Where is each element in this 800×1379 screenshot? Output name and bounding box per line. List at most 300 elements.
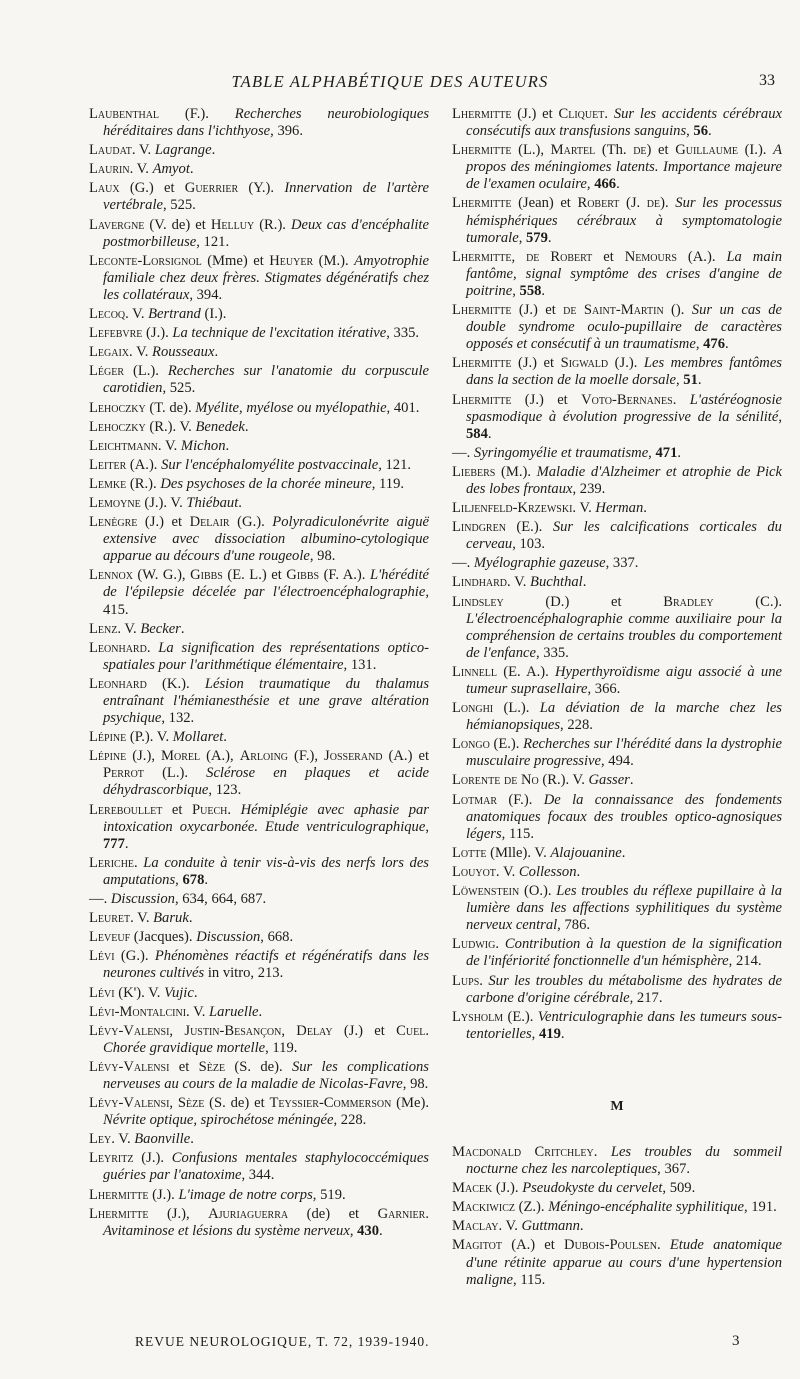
author-entry <box>452 845 782 862</box>
entry-segment: Léger <box>89 363 125 380</box>
left-column <box>89 106 429 1242</box>
entry-segment: Lecoq <box>89 306 126 323</box>
entry-segment: , 634, 664, 687. <box>174 891 267 908</box>
entry-segment: Lemoyne <box>89 494 141 511</box>
author-entry <box>452 142 782 193</box>
entry-segment: , 394. <box>189 286 223 303</box>
entry-segment: Leuret <box>89 910 131 927</box>
entry-segment: Névrite optique, spirochétose méningée <box>103 1112 334 1129</box>
entry-segment: Lorente de No <box>452 772 539 789</box>
entry-segment: Lhermitte <box>452 142 512 159</box>
author-entry <box>89 676 429 727</box>
entry-segment: , 123. <box>208 782 242 799</box>
entry-segment: . V. <box>129 161 153 178</box>
entry-segment: Lefebvre <box>89 325 143 342</box>
author-entry <box>89 802 429 853</box>
entry-segment: Sur un cas de double syndrome oculo-pupillaire de caractères opposés et consécutif à un traumatisme <box>466 302 783 353</box>
entry-segment: . <box>495 936 505 953</box>
entry-segment: De la connaissance des fondements anatomiques focaux des troubles optico-agnosiques légers <box>466 791 783 842</box>
entry-segment: (F.), <box>288 748 325 765</box>
entry-segment: (J.). <box>133 1150 172 1167</box>
entry-segment: 579 <box>526 229 548 246</box>
entry-segment: Lévi <box>89 984 115 1001</box>
entry-segment: , 337. <box>605 555 639 572</box>
entry-segment: Hyperthyroïdisme aigu associé à une tumeur suprasellaire <box>466 663 782 697</box>
entry-segment: . V. <box>507 574 531 591</box>
entry-segment: —. <box>89 891 111 908</box>
entry-segment: Lhermitte <box>452 391 512 408</box>
entry-segment: Lemke <box>89 475 127 492</box>
entry-segment: . <box>657 1237 670 1254</box>
entry-segment: Myélographie gazeuse <box>473 555 606 572</box>
entry-segment: L'électroencéphalographie comme auxiliaire pour la compréhension de certains troubles du comportement de l'enfance <box>466 610 782 661</box>
entry-segment: Les troubles du réflexe pupillaire à la lumière dans les affections syphilitiques du système nerveux central <box>466 883 783 934</box>
entry-segment: . <box>677 444 682 461</box>
author-entry <box>89 419 429 436</box>
entry-segment: Liljenfeld-Krzewski <box>452 500 573 517</box>
entry-segment: Baonville <box>134 1131 191 1148</box>
entry-segment: , 335. <box>535 644 569 661</box>
entry-segment: . <box>479 972 489 989</box>
entry-segment: , <box>175 871 183 888</box>
entry-segment: L'hérédité de l'épilepsie décelée par l'électroencéphalographie <box>103 567 429 601</box>
entry-segment: Lhermitte <box>452 355 512 372</box>
entry-segment: Lindsley <box>452 593 504 610</box>
entry-segment: , 228. <box>333 1112 367 1129</box>
entry-segment: Polyradiculonévrite aiguë extensive avec dissociation albumino-cytologique apparue au décours d'une rougeole <box>103 514 429 565</box>
entry-segment: 678 <box>182 871 205 888</box>
entry-segment: . <box>621 844 626 861</box>
entry-segment: (L.). <box>493 700 540 717</box>
author-entry <box>452 792 782 843</box>
entry-segment: Leyritz <box>89 1150 134 1167</box>
author-entry <box>89 855 429 889</box>
author-entry <box>89 1131 429 1148</box>
entry-segment: Ludwig <box>452 936 496 953</box>
entry-segment: . <box>582 574 587 591</box>
entry-segment: (E. A.). <box>497 663 555 680</box>
entry-segment: Sur l'encéphalomyélite postvaccinale <box>161 456 379 473</box>
author-entry <box>89 1095 429 1129</box>
entry-segment: Discussion <box>196 929 261 946</box>
entry-segment: , <box>531 1025 539 1042</box>
entry-segment: . <box>697 372 702 389</box>
entry-segment: —. <box>452 555 474 572</box>
entry-segment: . <box>244 418 249 435</box>
author-entry <box>452 464 782 498</box>
entry-segment: L'astéréognosie spasmodique à évolution progressive de la sénilité <box>466 391 783 425</box>
entry-segment: (K.). <box>146 675 205 692</box>
entry-segment: , 121. <box>378 456 412 473</box>
entry-segment: Voto-Bernanes <box>581 391 673 408</box>
entry-segment: Lotte <box>452 844 487 861</box>
author-entry <box>89 1004 429 1021</box>
entry-segment: Lévi-Montalcini <box>89 1003 187 1020</box>
entry-segment: . <box>593 1143 611 1160</box>
entry-segment: . V. <box>131 142 155 159</box>
entry-segment: Leonhard <box>89 675 147 692</box>
right-column <box>452 106 782 1291</box>
entry-segment: Sur les processus hémisphériques cérébraux à symptomatologie tumorale <box>466 195 782 246</box>
author-entry <box>452 249 782 300</box>
entry-segment: de Saint-Martin <box>563 302 664 319</box>
entry-segment: Laux <box>89 180 120 197</box>
author-entry <box>452 519 782 553</box>
entry-segment: . <box>725 336 729 353</box>
author-entry <box>452 1218 782 1235</box>
entry-segment: . <box>211 142 216 159</box>
entry-segment: . <box>708 123 712 140</box>
entry-segment: Leriche <box>89 854 135 871</box>
entry-segment: (Jacques). <box>130 929 197 946</box>
entry-segment: (F.). <box>497 791 544 808</box>
entry-segment: ) et <box>646 142 676 159</box>
entry-segment: Lehoczky <box>89 418 146 435</box>
entry-segment: Sur les troubles du métabolisme des hydrates de carbone d'origine cérébrale <box>466 972 783 1006</box>
author-entry <box>89 1059 429 1093</box>
entry-segment: . <box>547 229 552 246</box>
entry-segment: L'image de notre corps <box>178 1186 313 1203</box>
entry-segment: Alajouanine <box>550 844 622 861</box>
entry-segment <box>209 106 235 122</box>
author-entry <box>452 195 782 246</box>
entry-segment: in vitro, 213. <box>204 965 284 982</box>
entry-segment: Lévy-Valensi <box>89 1058 170 1075</box>
entry-segment: Collesson <box>518 863 577 880</box>
entry-segment: (E. L.) et <box>222 567 287 584</box>
entry-segment: (O.). <box>519 883 557 900</box>
entry-segment: Perrot <box>103 765 144 782</box>
author-entry <box>452 106 782 140</box>
entry-segment: (R.). <box>126 475 161 492</box>
entry-segment: (I.). <box>200 306 227 323</box>
entry-segment: Lévy-Valensi, Sèze <box>89 1095 205 1112</box>
entry-segment: (J.) et <box>137 514 190 531</box>
entry-segment: , <box>648 444 656 461</box>
entry-segment: . <box>541 282 546 299</box>
entry-segment: Ajuriaguerra <box>208 1205 289 1222</box>
entry-segment: Robert <box>577 195 620 212</box>
entry-segment: (L.), <box>511 142 551 159</box>
entry-segment: Lindhard <box>452 574 508 591</box>
entry-segment: , 119. <box>371 475 405 492</box>
entry-segment: (M.). <box>313 252 355 269</box>
entry-segment: (A.). <box>126 456 162 473</box>
entry-segment: Laudat <box>89 142 132 159</box>
entry-segment: (R.). V. <box>538 772 589 789</box>
entry-segment: (G.) et <box>119 180 185 197</box>
entry-segment: Contribution à la question de la signification de l'infériorité fonctionnelle d'un hémisphère <box>466 936 783 970</box>
entry-segment: La déviation de la marche chez les hémianopsiques <box>466 700 782 734</box>
entry-segment: , 98. <box>309 548 336 565</box>
entry-segment: Dubois-Poulsen <box>564 1237 658 1254</box>
author-entry <box>89 1023 429 1057</box>
entry-segment: et <box>592 248 625 265</box>
author-entry <box>89 567 429 618</box>
entry-segment: . <box>188 910 193 927</box>
entry-segment: (R.). <box>254 216 291 233</box>
entry-segment: Lindgren <box>452 519 506 536</box>
author-entry <box>452 302 782 353</box>
entry-segment: Lévy-Valensi, Justin-Besançon, Delay <box>89 1022 333 1039</box>
entry-segment: . V. <box>498 1218 522 1235</box>
author-entry <box>452 736 782 770</box>
entry-segment: , <box>778 408 782 425</box>
author-entry <box>452 973 782 1007</box>
entry-segment: , 121. <box>196 233 230 250</box>
entry-segment: Louyot <box>452 863 496 880</box>
entry-segment: Gasser <box>588 772 630 789</box>
author-entry <box>89 253 429 304</box>
author-entry <box>89 217 429 251</box>
entry-segment: Pseudokyste du cervelet <box>522 1180 663 1197</box>
entry-segment: . <box>180 620 185 637</box>
entry-segment: Recherches sur l'anatomie du corpuscule carotidien <box>103 363 429 397</box>
entry-segment: Guttmann <box>521 1218 580 1235</box>
author-entry <box>452 392 782 443</box>
entry-segment: , <box>518 229 526 246</box>
entry-segment: Thiébaut <box>186 494 239 511</box>
page-number: 33 <box>759 72 775 89</box>
entry-segment: . <box>214 344 219 361</box>
entry-segment: Leichtmann <box>89 437 158 454</box>
entry-segment: (J.). <box>148 1186 179 1203</box>
m-entries <box>452 1144 782 1289</box>
author-entry <box>89 344 429 361</box>
entry-segment: Josserand <box>324 748 383 765</box>
entry-segment: (C.). <box>713 593 782 610</box>
entry-segment: de <box>646 195 661 212</box>
entry-segment: Cuel <box>396 1022 426 1039</box>
entry-segment: . <box>258 1003 263 1020</box>
entry-segment: Laruelle <box>209 1003 259 1020</box>
author-entry <box>89 891 429 908</box>
entry-segment: Lups <box>452 972 480 989</box>
entry-segment: . V. <box>130 910 154 927</box>
author-entry <box>89 106 429 140</box>
entry-segment: —. <box>452 444 474 461</box>
entry-segment: , <box>349 1222 358 1239</box>
entry-segment: (J.), <box>126 748 161 765</box>
author-entry <box>89 457 429 474</box>
entry-segment: . V. <box>117 620 141 637</box>
entry-segment: Lhermitte <box>89 1205 149 1222</box>
entry-segment: Lenègre <box>89 514 138 531</box>
entry-segment: Amyot <box>152 161 190 178</box>
entry-segment: Liebers <box>452 463 496 480</box>
entry-segment: Amyotrophie familiale chez deux frères. Stigmates dégénératifs chez les collatéraux <box>103 252 429 303</box>
entry-segment: Lhermitte <box>452 106 512 122</box>
entry-segment: Les membres fantômes dans la section de la moelle dorsale <box>466 355 782 389</box>
entry-segment: (Y.). <box>238 180 285 197</box>
entry-segment: (L.). <box>143 765 207 782</box>
entry-segment: Lévi <box>89 948 115 965</box>
entry-segment: Lenz <box>89 620 118 637</box>
entry-segment: (A.), <box>200 748 240 765</box>
entry-segment: (J.). <box>142 325 173 342</box>
entry-segment: (Jean) et <box>511 195 578 212</box>
entry-segment: (Z.). <box>514 1199 549 1216</box>
entry-segment: Lhermitte <box>452 302 512 319</box>
entry-segment: (Mlle). V. <box>486 844 551 861</box>
author-entry <box>89 161 429 178</box>
entry-segment: , 401. <box>386 399 420 416</box>
entry-segment: , 115. <box>501 825 534 842</box>
entry-segment: , 366. <box>587 681 621 697</box>
author-entry <box>452 772 782 789</box>
entry-segment: Lotmar <box>452 791 498 808</box>
entry-segment: (). <box>663 302 692 319</box>
entry-segment: Leveuf <box>89 929 131 946</box>
entry-segment: , 191. <box>743 1199 777 1216</box>
entry-segment: (J. <box>619 195 647 212</box>
author-entry <box>89 910 429 927</box>
entry-segment: Longo <box>452 736 490 753</box>
entry-segment: Legaix <box>89 344 130 361</box>
entry-segment: Herman <box>595 500 644 517</box>
entry-segment: Deux cas d'encéphalite postmorbilleuse <box>103 216 429 250</box>
entry-segment: , 115. <box>513 1271 546 1288</box>
author-entry <box>89 748 429 799</box>
author-entry <box>452 1199 782 1216</box>
entry-segment: Ley <box>89 1131 112 1148</box>
author-entry <box>89 142 429 159</box>
entry-segment: . <box>189 161 194 178</box>
author-entry <box>452 883 782 934</box>
entry-segment: (J.). V. <box>140 494 187 511</box>
entry-segment: Teyssier-Commerson <box>269 1095 392 1112</box>
author-entry <box>89 929 429 946</box>
author-entry <box>452 555 782 572</box>
entry-segment: . <box>643 500 647 517</box>
entry-segment: (S. de) et <box>204 1095 270 1112</box>
entry-segment: , 415. <box>103 584 429 618</box>
entry-segment: , 396. <box>270 123 303 140</box>
entry-segment: Ventriculographie dans les tumeurs sous-tentorielles <box>466 1008 782 1042</box>
entry-segment: (A.) et <box>382 748 429 765</box>
entry-segment: 51 <box>683 372 698 389</box>
entry-segment: Lépine <box>89 748 127 765</box>
entry-segment: 466 <box>594 176 617 193</box>
entry-segment: Leiter <box>89 456 127 473</box>
entry-segment: . V. <box>572 500 596 517</box>
entry-segment: Macek <box>452 1180 493 1197</box>
entry-segment: Arloing <box>239 748 289 765</box>
journal-footer: REVUE NEUROLOGIQUE, T. 72, 1939-1940. <box>135 1334 430 1349</box>
entry-segment: Recherches sur l'hérédité dans la dystrophie musculaire progressive <box>466 736 783 770</box>
entry-segment: Lehoczky <box>89 399 146 416</box>
entry-segment: Gibbs <box>286 567 320 584</box>
entry-segment: (D.) et <box>503 593 664 610</box>
entry-segment: , 239. <box>572 480 606 497</box>
entry-segment: , 509. <box>662 1180 696 1197</box>
entry-segment: . V. <box>495 863 519 880</box>
entry-segment: Confusions mentales staphylococcémiques guéries par l'anatoxime <box>103 1150 429 1184</box>
entry-segment: 430 <box>357 1222 379 1239</box>
entry-segment: Bertrand <box>148 306 201 323</box>
entry-segment: , 132. <box>161 710 195 727</box>
entry-segment: . <box>225 437 230 454</box>
entry-segment: Maladie d'Alzheimer et atrophie de Pick des lobes frontaux <box>466 463 783 497</box>
entry-segment: Etude anatomique d'une rétinite apparue au cours d'une hypertension maligne <box>466 1237 782 1288</box>
entry-segment: Lysholm <box>452 1008 504 1025</box>
author-entry <box>89 1150 429 1184</box>
author-entry <box>89 476 429 493</box>
entry-segment: . <box>576 863 581 880</box>
section-letter-m: M <box>610 1098 624 1114</box>
entry-segment: Guerrier <box>184 180 239 197</box>
entry-segment: Vujic <box>164 984 194 1001</box>
entry-segment: (de) et <box>288 1205 378 1222</box>
entry-segment: La main fantôme, signal symptôme des crises d'angine de poitrine <box>466 248 782 299</box>
entry-segment: (R.). V. <box>145 418 196 435</box>
page-title: TABLE ALPHABÉTIQUE DES AUTEURS <box>231 72 549 91</box>
entry-segment: Chorée gravidique mortelle <box>103 1039 266 1056</box>
entry-segment: Recherches neurobiologiques héréditaires dans l'ichthyose <box>103 106 429 140</box>
right-entries <box>452 106 782 1043</box>
entry-segment: Lépine <box>89 729 127 746</box>
entry-segment: , <box>512 282 520 299</box>
entry-segment: Lavergne <box>89 216 145 233</box>
author-entry <box>89 495 429 512</box>
entry-segment: 558 <box>519 282 542 299</box>
entry-segment: (W. G.), <box>132 567 191 584</box>
entry-segment: Rousseaux <box>152 344 215 361</box>
entry-segment: (S. de). <box>225 1058 292 1075</box>
entry-segment: , <box>695 336 704 353</box>
author-entry <box>89 948 429 982</box>
author-entry <box>452 1009 782 1043</box>
entry-segment: . <box>238 494 242 511</box>
entry-segment: Sigwald <box>560 355 609 372</box>
author-entry <box>452 1144 782 1178</box>
entry-segment: 56 <box>693 123 709 140</box>
entry-segment: . <box>227 801 241 818</box>
entry-segment: Guillaume <box>675 142 738 159</box>
entry-segment: (J.), <box>148 1205 209 1222</box>
author-entry <box>452 355 782 389</box>
entry-segment: (J.). <box>492 1180 523 1197</box>
entry-segment: Sclérose en plaques et acide déhydrascorbique <box>103 765 429 799</box>
entry-segment: (I.). <box>737 142 774 159</box>
entry-segment: 471 <box>655 444 678 461</box>
author-entry <box>452 500 782 517</box>
entry-segment: Cliquet <box>558 106 605 122</box>
entry-segment: . <box>425 1022 429 1039</box>
entry-segment: Sèze <box>198 1058 226 1075</box>
entry-segment: . <box>124 835 129 852</box>
author-entry <box>89 400 429 417</box>
entry-segment: Buchthal <box>530 574 583 591</box>
entry-segment: (Me). <box>391 1095 429 1112</box>
entry-segment: et <box>169 1058 199 1075</box>
entry-segment: . V. <box>186 1003 210 1020</box>
entry-segment: Becker <box>140 620 181 637</box>
entry-segment: Innervation de l'artère vertébrale <box>103 180 429 214</box>
entry-segment: , 98. <box>402 1075 429 1092</box>
author-entry <box>452 445 782 462</box>
entry-segment: Morel <box>161 748 201 765</box>
entry-segment: . <box>425 1205 429 1222</box>
entry-segment: Syringomyélie et traumatisme <box>473 444 649 461</box>
author-entry <box>89 306 429 323</box>
entry-segment: Baruk <box>153 910 189 927</box>
entry-segment: Sur les accidents cérébraux consécutifs aux transfusions sanguins <box>466 106 783 140</box>
entry-segment: (J.). <box>608 355 644 372</box>
entry-segment: , 525. <box>162 197 196 214</box>
entry-segment: de <box>633 142 647 159</box>
entry-segment: (J.) et <box>511 106 559 122</box>
